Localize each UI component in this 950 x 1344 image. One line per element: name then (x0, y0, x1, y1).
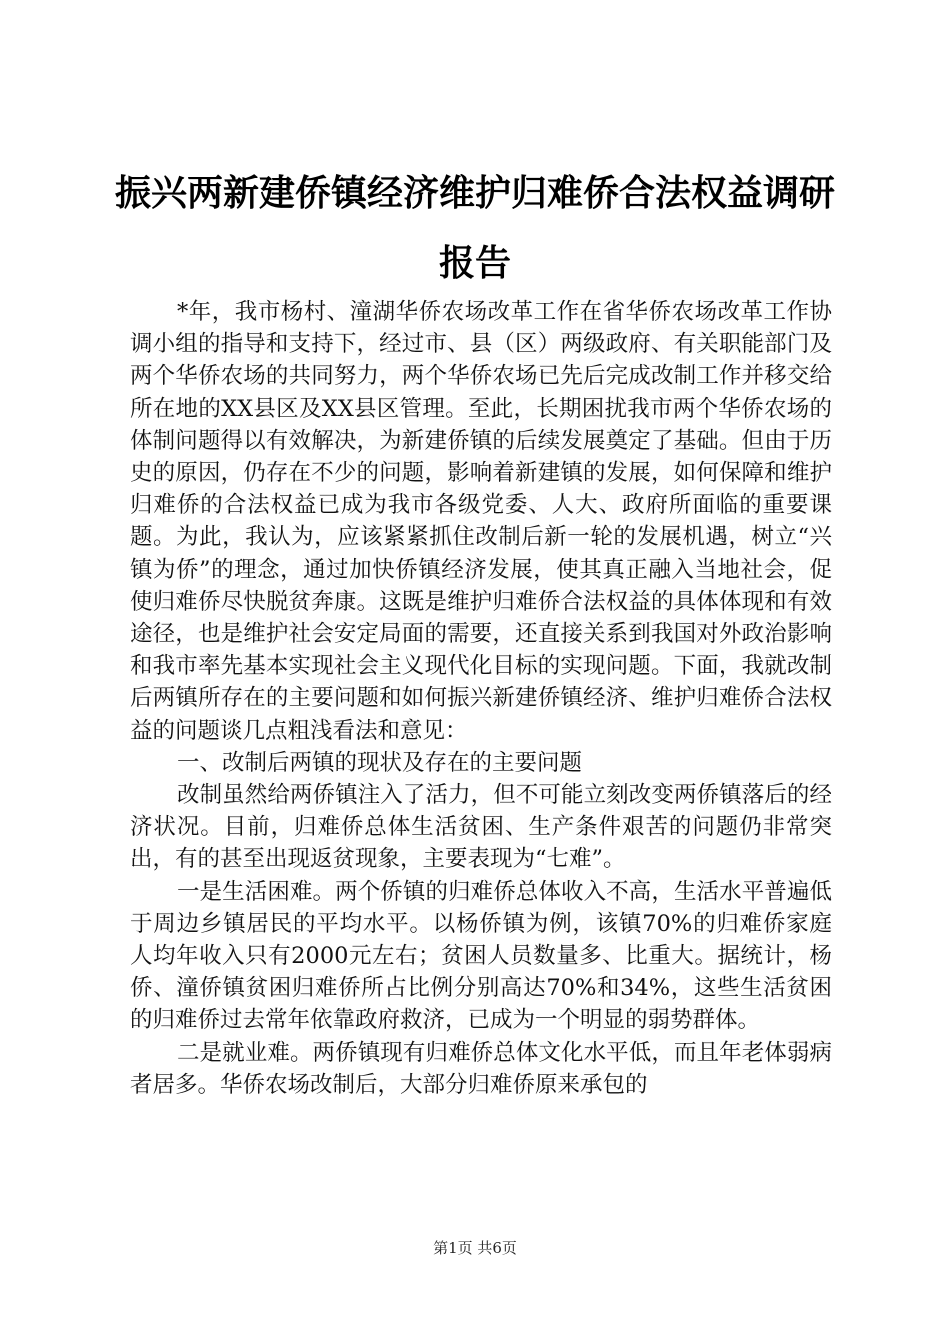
page-number-footer: 第1页 共6页 (433, 1239, 517, 1257)
document-title: 振兴两新建侨镇经济维护归难侨合法权益调研报告 (114, 172, 835, 284)
paragraph-status: 改制虽然给两侨镇注入了活力，但不可能立刻改变两侨镇落后的经济状况。目前，归难侨总体生活贫困、生产条件艰苦的问题仍非常突出，有的甚至出现返贫现象，主要表现为“七难”。 (130, 782, 832, 873)
paragraph-intro: *年，我市杨村、潼湖华侨农场改革工作在省华侨农场改革工作协调小组的指导和支持下，经过市、县（区）两级政府、有关职能部门及两个华侨农场的共同努力，两个华侨农场已先后完成改制工作并移交给所在地的XX县区及XX县区管理。至此，长期困扰我市两个华侨农场的体制问题得以有效解决，为新建侨镇的后续发展奠定了基础。但由于历史的原因，仍存在不少的问题，影响着新建镇的发展，如何保障和维护归难侨的合法权益已成为我市各级党委、人大、政府所面临的重要课题。为此，我认为，应该紧紧抓住改制后新一轮的发展机遇，树立“兴镇为侨”的理念，通过加快侨镇经济发展，使其真正融入当地社会，促使归难侨尽快脱贫奔康。这既是维护归难侨合法权益的具体体现和有效途径，也是维护社会安定局面的需要，还直接关系到我国对外政治影响和我市率先基本实现社会主义现代化目标的实现问题。下面，我就改制后两镇所存在的主要问题和如何振兴新建侨镇经济、维护归难侨合法权益的问题谈几点粗浅看法和意见： (130, 299, 832, 744)
paragraph-difficulty-living: 一是生活困难。两个侨镇的归难侨总体收入不高，生活水平普遍低于周边乡镇居民的平均水平。以杨侨镇为例，该镇70%的归难侨家庭人均年收入只有2000元左右；贫困人员数量多、比重大。据统计，杨侨、潼侨镇贫困归难侨所占比例分别高达70%和34%，这些生活贫困的归难侨过去常年依靠政府救济，已成为一个明显的弱势群体。 (130, 878, 832, 1034)
section-heading: 一、改制后两镇的现状及存在的主要问题 (177, 749, 583, 776)
paragraph-difficulty-employment: 二是就业难。两侨镇现有归难侨总体文化水平低，而且年老体弱病者居多。华侨农场改制后，大部分归难侨原来承包的 (130, 1039, 832, 1098)
document-body (130, 296, 832, 1101)
